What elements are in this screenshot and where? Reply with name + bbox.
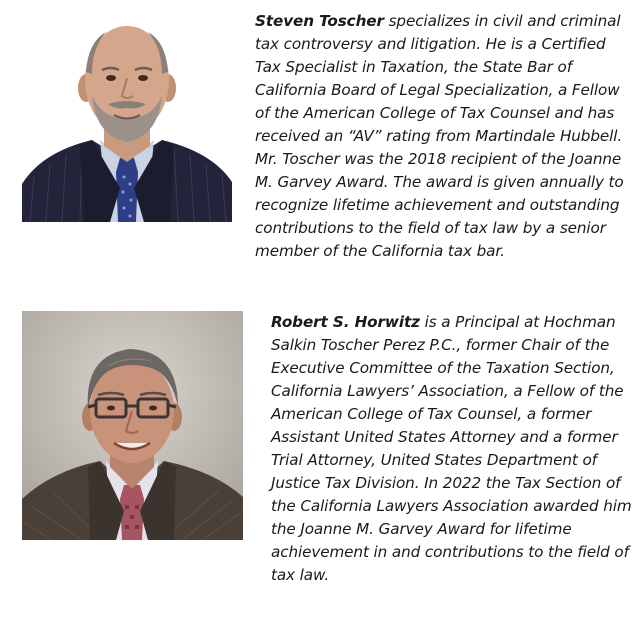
steven-toscher-description: specializes in civil and criminal tax controversy and litigation. He is a Certified Tax Specialist in Taxation, the State Bar of California Board of Legal Specialization, a Fellow of the American College of Tax Counsel and has received an “AV” rating from Martindale Hubbell. Mr. Toscher was the 2018 recipient of the Joanne M. Garvey Award. The award is given annually to recognize lifetime achievement and outstanding contributions to the field of tax law by a senior member of the California tax bar. (255, 12, 624, 260)
steven-toscher-name: Steven Toscher (255, 12, 384, 30)
steven-toscher-bio (255, 10, 635, 263)
robert-horwitz-photo (22, 311, 243, 540)
robert-horwitz-description: is a Principal at Hochman Salkin Toscher Perez P.C., former Chair of the Executive Committee of the Taxation Section, California Lawyers’ Association, a Fellow of the American College of Tax Counsel, a former Assistant United States Attorney and a former Trial Attorney, United States Department of Justice Tax Division. In 2022 the Tax Section of the California Lawyers Association awarded him the Joanne M. Garvey Award for lifetime achievement in and contributions to the field of tax law. (271, 313, 632, 584)
robert-horwitz-name: Robert S. Horwitz (271, 313, 420, 331)
steven-toscher-photo (22, 12, 232, 222)
robert-horwitz-bio (271, 311, 637, 587)
